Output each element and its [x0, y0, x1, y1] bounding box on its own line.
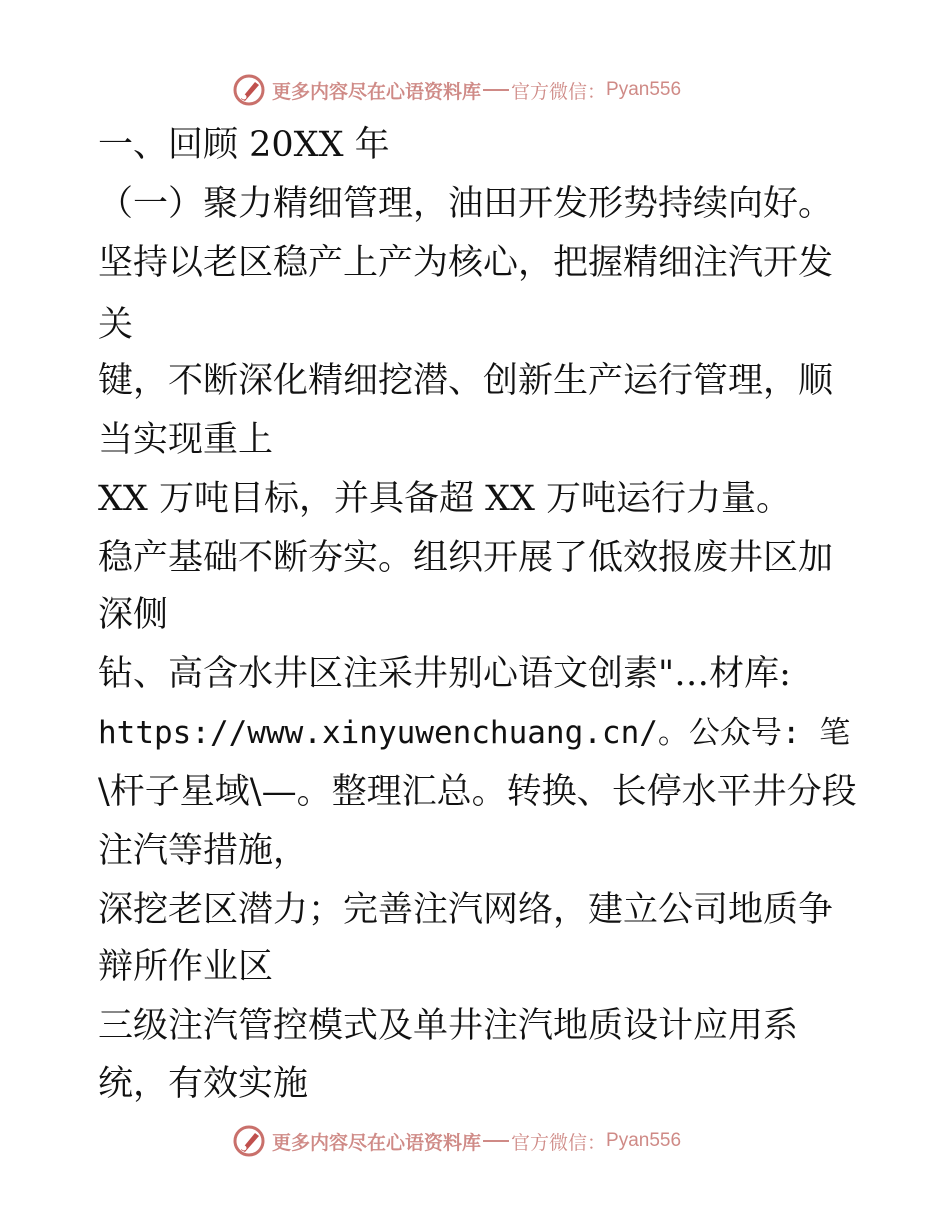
watermark-separator: [483, 1140, 509, 1142]
doc-line-14: 深挖老区潜力；完善注汽网络，建立公司地质争: [98, 890, 834, 930]
doc-line-6: 当实现重上: [98, 420, 274, 460]
watermark-sub-text: 官方微信：: [511, 1131, 607, 1154]
pen-nib-logo-icon: [232, 1124, 266, 1158]
doc-line-7: XX 万吨目标，并具备超 XX 万吨运行力量。: [98, 479, 792, 519]
watermark-main-text: 更多内容尽在心语资料库: [272, 1131, 482, 1154]
watermark-separator: [483, 89, 509, 91]
watermark-header: [232, 70, 681, 110]
doc-line-5: 键，不断深化精细挖潜、创新生产运行管理，顺: [98, 361, 834, 401]
doc-line-17: 统，有效实施: [98, 1064, 309, 1104]
watermark-id-text: Pyan556: [606, 1130, 682, 1151]
doc-line-3: 坚持以老区稳产上产为核心，把握精细注汽开发: [98, 243, 834, 283]
doc-line-16: 三级注汽管控模式及单井注汽地质设计应用系: [98, 1006, 799, 1046]
doc-line-13: 注汽等措施，: [98, 831, 309, 871]
doc-line-12: \杆子星域\—。整理汇总。转换、长停水平井分段: [98, 772, 857, 812]
doc-line-1: 一、回顾 20XX 年: [98, 125, 390, 165]
watermark-id-text: Pyan556: [606, 79, 682, 100]
doc-line-11: https://www.xinyuwenchuang.cn/。公众号: 笔: [98, 715, 851, 751]
watermark-footer: [232, 1121, 681, 1161]
doc-line-10: 钻、高含水井区注采井别心语文创素"…材库:: [98, 654, 791, 694]
watermark-sub-text: 官方微信：: [511, 80, 607, 103]
pen-nib-logo-icon: [232, 73, 266, 107]
doc-line-15: 辩所作业区: [98, 947, 274, 987]
doc-line-8: 稳产基础不断夯实。组织开展了低效报废井区加: [98, 538, 834, 578]
doc-line-2: （一）聚力精细管理，油田开发形势持续向好。: [98, 184, 834, 224]
doc-line-9: 深侧: [98, 595, 169, 635]
doc-line-4: 关: [98, 305, 134, 345]
watermark-main-text: 更多内容尽在心语资料库: [272, 80, 482, 103]
